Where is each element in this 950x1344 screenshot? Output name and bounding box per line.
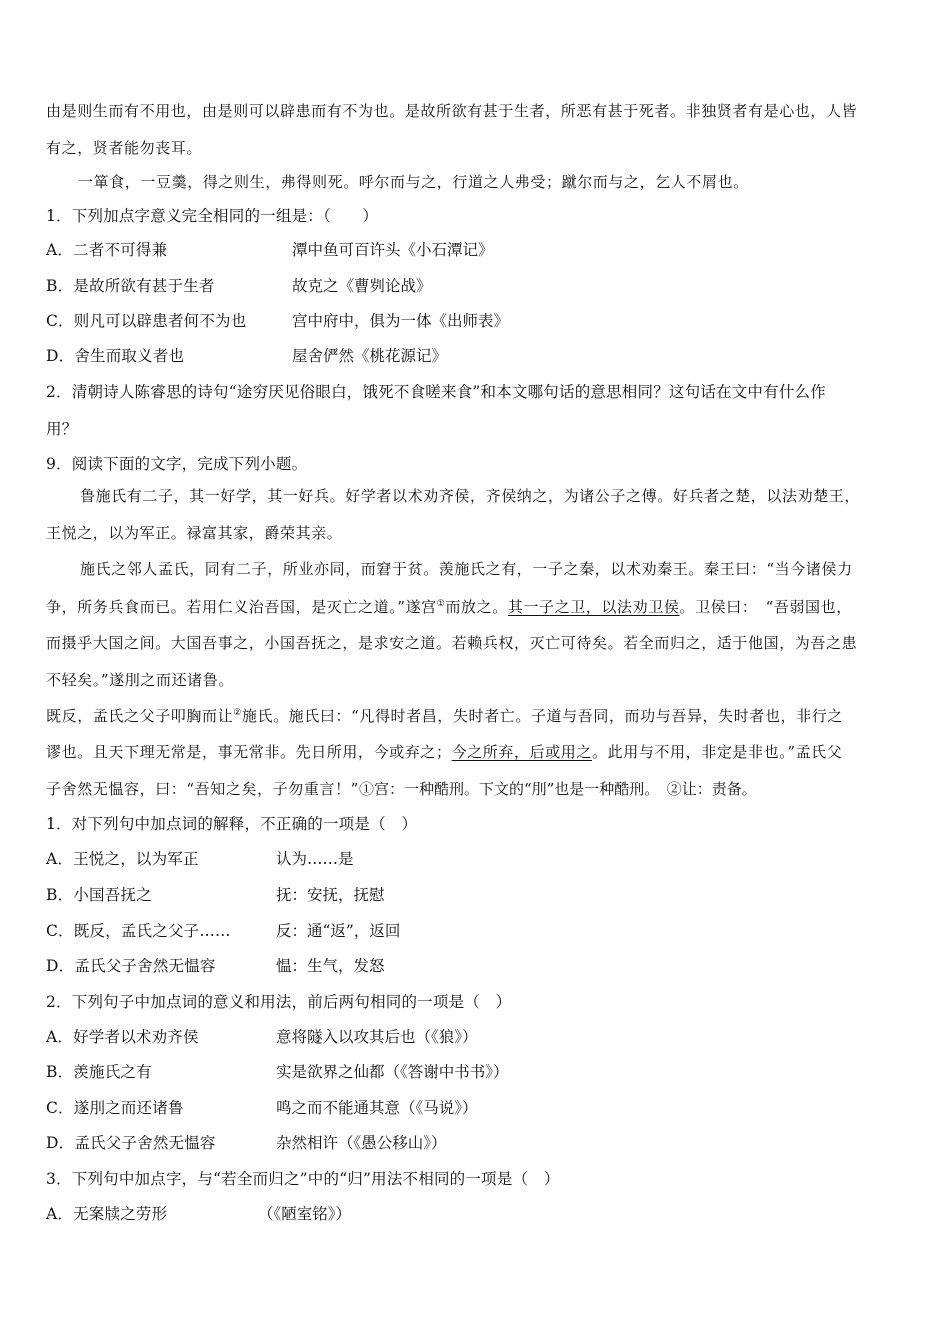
option-left: D．孟氏父子舍然无愠容	[46, 1134, 216, 1152]
text-span: 而放之。	[445, 598, 508, 616]
passage-line: 不轻矣。”遂刖之而还诸鲁。	[46, 671, 234, 689]
option-right: 实是欲界之仙都（《答谢中书书》）	[276, 1063, 509, 1081]
option-right: 潭中鱼可百许头《小石潭记》	[292, 241, 494, 259]
option-left: C．遂刖之而还诸鲁	[46, 1099, 184, 1117]
passage-line: 施氏之邻人孟氏，同有二子，所业亦同，而窘于贫。羡施氏之有，一子之秦，以术劝秦王。秦王曰：“当今诸侯力	[80, 560, 853, 578]
passage-line: 一箪食，一豆羹，得之则生，弗得则死。呼尔而与之，行道之人弗受；蹴尔而与之，乞人不屑也。	[78, 173, 749, 191]
question-stem: 1．对下列句中加点词的解释，不正确的一项是（ ）	[46, 815, 418, 833]
option-right: 杂然相许（《愚公移山》）	[276, 1134, 447, 1152]
text-span: 既反，孟氏之父子叩胸而让	[46, 707, 234, 725]
text-span: 谬也。且天下理无常是，事无常非。先日所用，今或弃之；	[46, 743, 452, 761]
option-left: A．好学者以术劝齐侯	[46, 1028, 199, 1046]
option-right: 宫中府中，俱为一体《出师表》	[292, 312, 510, 330]
option-right: 故克之《曹刿论战》	[292, 277, 432, 295]
option-right: 意将隧入以攻其后也（《狼》）	[276, 1028, 478, 1046]
question-stem: 3．下列句中加点字，与“若全而归之”中的“归”用法不相同的一项是（ ）	[46, 1170, 560, 1188]
passage-line	[46, 706, 843, 726]
passage-line: 鲁施氏有二子，其一好学，其一好兵。好学者以术劝齐侯，齐侯纳之，为诸公子之傅。好兵者之楚，以法劝楚王，	[80, 487, 861, 505]
option-right: 认为……是	[276, 850, 354, 868]
question-stem: 2．清朝诗人陈睿思的诗句“途穷厌见俗眼白，饿死不食嗟来食”和本文哪句话的意思相同？这句话在文中有什么作	[46, 383, 826, 401]
option-left: B．羡施氏之有	[46, 1063, 152, 1081]
passage-line: 而摄乎大国之间。大国吾事之，小国吾抚之，是求安之道。若赖兵权，灭亡可待矣。若全而归之，适于他国，为吾之患	[46, 634, 858, 652]
passage-line	[46, 779, 757, 799]
question-intro: 9．阅读下面的文字，完成下列小题。	[46, 455, 308, 473]
option-left: C．既反，孟氏之父子……	[46, 922, 231, 940]
underlined-sentence: 今之所弃，后或用之	[451, 743, 593, 761]
option-right: 反：通“返”，返回	[276, 922, 401, 940]
option-left: D．舍生而取义者也	[46, 347, 185, 365]
passage-line	[46, 742, 842, 762]
option-right: 抚：安抚，抚慰	[276, 886, 385, 904]
text-span: 争，所务兵食而已。若用仁义治吾国，是灭亡之道。”遂宫	[46, 598, 437, 616]
option-left: B．是故所欲有甚于生者	[46, 277, 215, 295]
underlined-sentence: 其一子之卫，以法劝卫侯	[507, 598, 680, 616]
question-stem: 1．下列加点字意义完全相同的一组是：（ ）	[46, 207, 379, 225]
passage-line	[46, 597, 852, 617]
footnote-mark: ②	[233, 708, 242, 718]
question-stem: 2．下列句子中加点词的意义和用法，前后两句相同的一项是（ ）	[46, 993, 512, 1011]
option-left: B．小国吾抚之	[46, 886, 152, 904]
option-left: D．孟氏父子舍然无愠容	[46, 957, 216, 975]
passage-line: 由是则生而有不用也，由是则可以辟患而有不为也。是故所欲有甚于生者，所恶有甚于死者。非独贤者有是心也，人皆	[46, 102, 858, 120]
option-left: A．无案牍之劳形	[46, 1205, 168, 1223]
text-span: 。此用与不用，非定是非也。”孟氏父	[592, 743, 843, 761]
text-span: 子舍然无愠容，曰：“吾知之矣，子勿重言！”	[46, 780, 359, 798]
option-left: A．王悦之，以为军正	[46, 850, 199, 868]
passage-line: 有之，贤者能勿丧耳。	[46, 139, 203, 157]
passage-line: 王悦之，以为军正。禄富其家，爵荣其亲。	[46, 524, 343, 542]
question-stem: 用？	[46, 420, 78, 438]
option-right: 鸣之而不能通其意（《马说》）	[276, 1099, 478, 1117]
text-span: 。卫侯曰： “吾弱国也，	[679, 598, 852, 616]
option-left: A．二者不可得兼	[46, 241, 168, 259]
footnote-mark: ①	[436, 599, 446, 609]
option-left: C．则凡可以辟患者何不为也	[46, 312, 247, 330]
option-right: 愠：生气，发怒	[276, 957, 385, 975]
option-right: 屋舍俨然《桃花源记》	[292, 347, 448, 365]
option-right: （《陋室铭》）	[258, 1205, 352, 1223]
text-span: 施氏。施氏曰：“凡得时者昌，失时者亡。子道与吾同，而功与吾异，失时者也，非行之	[241, 707, 843, 725]
footnotes: ①宫：一种酷刑。下文的“刖”也是一种酷刑。 ②让：责备。	[358, 780, 757, 798]
